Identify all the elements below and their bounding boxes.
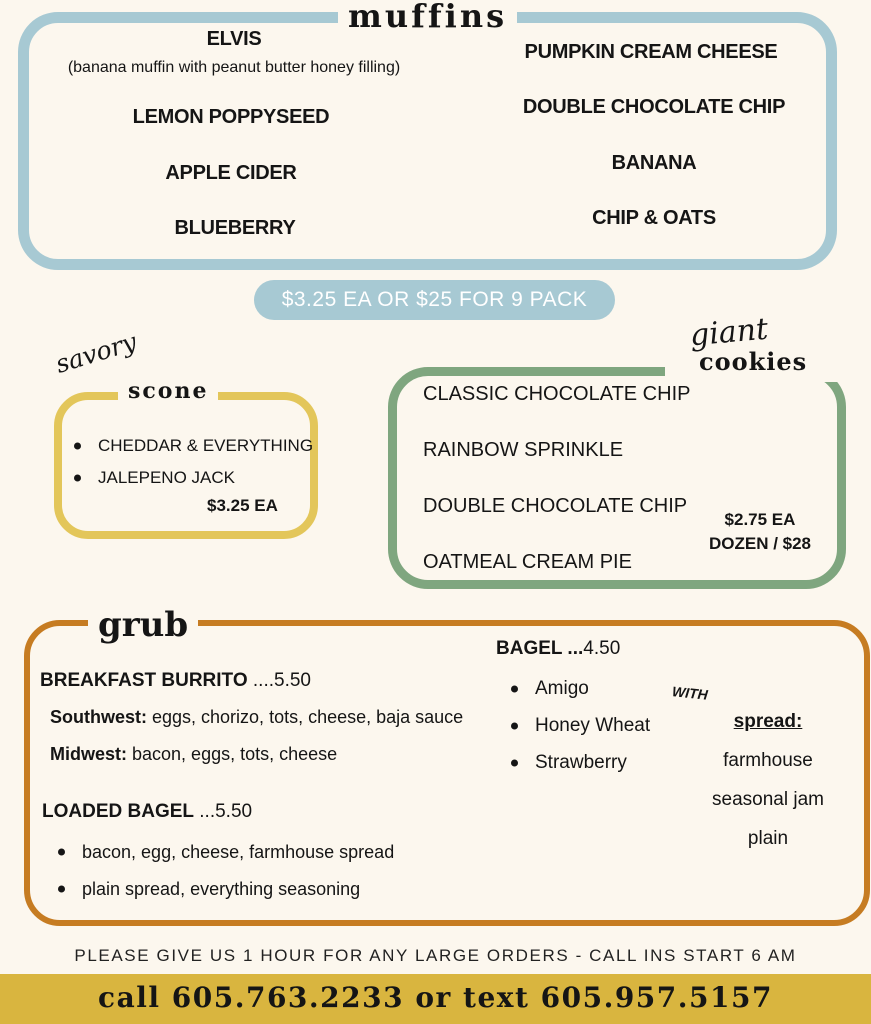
- muffin-description: (banana muffin with peanut butter honey filling): [67, 59, 401, 76]
- loaded-bagel-name: LOADED BAGEL: [42, 801, 194, 822]
- spread-block: [693, 708, 843, 853]
- cookies-price: [690, 508, 830, 556]
- muffins-price-pill: [254, 280, 615, 320]
- contact-bar: [0, 974, 871, 1024]
- muffin-item: CHIP & OATS: [592, 207, 716, 229]
- loaded-bagel-title: [42, 801, 252, 823]
- burrito-title: [40, 670, 311, 692]
- with-label: WITH: [671, 683, 709, 703]
- cookie-item: OATMEAL CREAM PIE: [423, 551, 632, 573]
- muffins-heading: muffins: [338, 0, 517, 32]
- loaded-bagel-price: ...5.50: [194, 801, 253, 822]
- loaded-bagel-list: [82, 836, 394, 905]
- bagel-list: [535, 672, 650, 779]
- muffins-price-text: $3.25 EA OR $25 FOR 9 PACK: [281, 288, 588, 311]
- scone-script-label: savory: [52, 326, 140, 379]
- cookies-list: [423, 380, 690, 604]
- muffin-name: ELVIS: [206, 28, 262, 50]
- cookies-heading: cookies: [699, 347, 808, 376]
- cookie-item: DOUBLE CHOCOLATE CHIP: [423, 495, 688, 517]
- scone-item: CHEDDAR & EVERYTHING: [98, 432, 313, 460]
- burrito-option: [50, 707, 463, 728]
- scone-item: JALEPENO JACK: [98, 464, 313, 492]
- bagel-title: [496, 638, 620, 660]
- muffin-item: DOUBLE CHOCOLATE CHIP: [522, 96, 786, 118]
- cookie-item: CLASSIC CHOCOLATE CHIP: [423, 383, 691, 405]
- burrito-option-label: Midwest:: [50, 744, 128, 764]
- bagel-item: Strawberry: [535, 746, 650, 779]
- muffin-item: BANANA: [611, 152, 697, 174]
- burrito-option: [50, 744, 337, 765]
- large-orders-notice: PLEASE GIVE US 1 HOUR FOR ANY LARGE ORDERS - CALL INS START 6 AM: [74, 946, 797, 965]
- loaded-bagel-item: plain spread, everything seasoning: [82, 873, 394, 905]
- burrito-price: ....5.50: [247, 670, 311, 691]
- muffin-item: BLUEBERRY: [174, 217, 296, 239]
- muffin-item: LEMON POPPYSEED: [132, 106, 330, 128]
- burrito-option-desc: bacon, eggs, tots, cheese: [127, 744, 338, 764]
- burrito-option-desc: eggs, chorizo, tots, cheese, baja sauce: [147, 707, 464, 727]
- bagel-name: BAGEL ...: [496, 638, 584, 659]
- scone-price: $3.25 EA: [207, 496, 278, 515]
- muffin-item: PUMPKIN CREAM CHEESE: [524, 41, 778, 63]
- cookies-script-label: giant: [688, 311, 770, 354]
- spread-heading: spread:: [733, 711, 803, 732]
- bagel-item: Amigo: [535, 672, 650, 705]
- grub-heading: grub: [88, 608, 198, 642]
- scone-list: [98, 432, 313, 492]
- contact-text: call 605.763.2233 or text 605.957.5157: [98, 981, 773, 1014]
- loaded-bagel-item: bacon, egg, cheese, farmhouse spread: [82, 836, 394, 868]
- spread-item: seasonal jam: [712, 789, 824, 810]
- muffin-item-elvis: [48, 28, 420, 77]
- cookie-item: RAINBOW SPRINKLE: [423, 439, 624, 461]
- burrito-option-label: Southwest:: [50, 707, 147, 727]
- scone-heading: scone: [118, 380, 218, 402]
- muffin-item: APPLE CIDER: [165, 162, 297, 184]
- spread-item: plain: [747, 828, 789, 849]
- bagel-item: Honey Wheat: [535, 709, 650, 742]
- cookies-price-dozen: DOZEN / $28: [708, 534, 812, 553]
- burrito-name: BREAKFAST BURRITO: [40, 670, 248, 691]
- cookies-price-each: $2.75 EA: [724, 510, 796, 529]
- bagel-price: 4.50: [583, 638, 621, 659]
- spread-item: farmhouse: [723, 750, 813, 771]
